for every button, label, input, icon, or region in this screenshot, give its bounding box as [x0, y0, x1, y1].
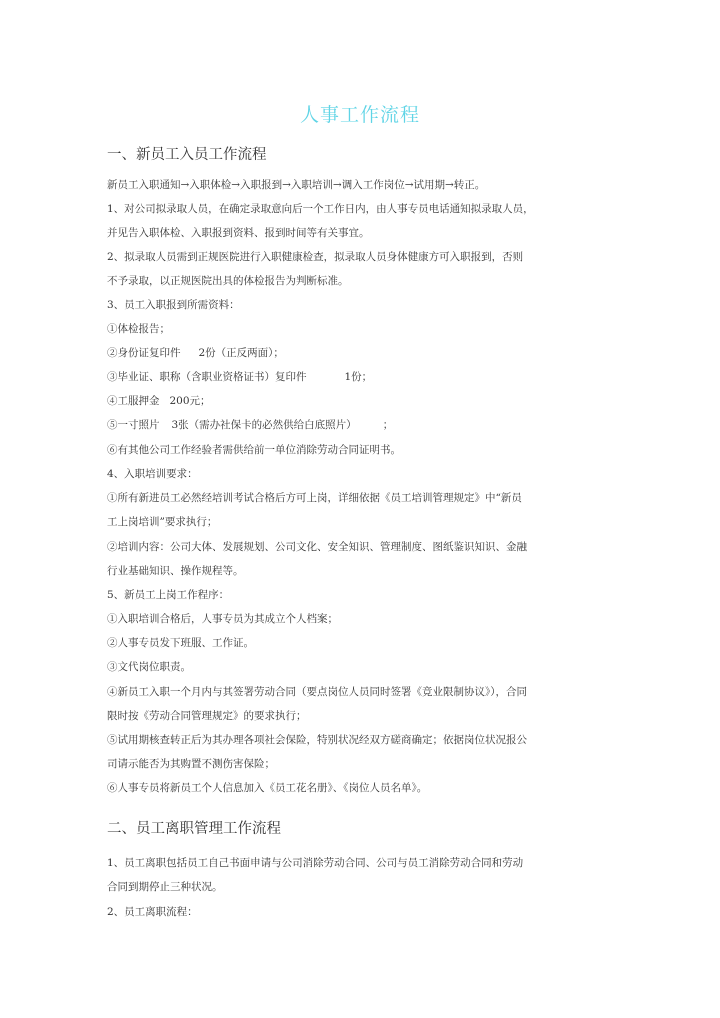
diploma-label: ③毕业证、职称（含职业资格证书）复印件: [107, 371, 307, 383]
paragraph-line: 1、对公司拟录取人员，在确定录取意向后一个工作日内，由人事专员电话通知拟录取人员，: [107, 203, 534, 215]
paragraph-line: 1、员工离职包括员工自己书面申请与公司消除劳动合同、公司与员工消除劳动合同和劳动: [107, 857, 524, 869]
deposit-line: [107, 394, 211, 408]
diploma-qty: 1份；: [344, 371, 373, 383]
photo-qty: 3张（需办社保卡的必然供给白底照片）: [171, 419, 357, 431]
paragraph-line: 新员工入职通知→入职体检→入职报到→入职培训→调入工作岗位→试用期→转正。: [107, 179, 486, 191]
paragraph-line: 工上岗培训”要求执行；: [107, 516, 218, 528]
paragraph-line: ⑤试用期核查转正后为其办理各项社会保险，特别状况经双方磋商确定；依据岗位状况报公: [107, 734, 527, 746]
paragraph-line: 并见告入职体检、入职报到资料、报到时间等有关事宜。: [107, 227, 370, 239]
paragraph-line: ③文代岗位职责。: [107, 661, 191, 673]
photo-label: ⑤一寸照片: [107, 419, 160, 431]
paragraph-line: ②人事专员发下班服、工作证。: [107, 637, 254, 649]
paragraph-line: 5、新员工上岗工作程序：: [107, 589, 230, 601]
document-title: 人事工作流程: [299, 104, 420, 126]
paragraph-line: 司请示能否为其购置不测伤害保险；: [107, 758, 275, 770]
paragraph-line: ④新员工入职一个月内与其签署劳动合同（要点岗位人员同时签署《竞业限制协议》），合同: [107, 686, 527, 698]
paragraph-line: 限时按《劳动合同管理规定》的要求执行；: [107, 710, 307, 722]
section-2-heading: 二、员工离职管理工作流程: [107, 821, 281, 837]
idcard-label: ②身份证复印件: [107, 347, 181, 359]
paragraph-line: 不予录取，以正规医院出具的体检报告为判断标准。: [107, 275, 349, 287]
paragraph-line: ⑥人事专员将新员工个人信息加入《员工花名册》、《岗位人员名单》。: [107, 782, 428, 794]
paragraph-line: 合同到期停止三种状况。: [107, 881, 223, 893]
paragraph-line: ①体检报告；: [107, 323, 170, 335]
idcard-qty: 2份（正反两面）；: [198, 347, 284, 359]
diploma-line: [107, 370, 372, 384]
paragraph-line: 行业基础知识、操作规程等。: [107, 565, 244, 577]
idcard-line: [107, 346, 284, 360]
photo-line: [107, 418, 393, 432]
paragraph-line: 2、拟录取人员需到正规医院进行入职健康检查，拟录取人员身体健康方可入职报到，否则: [107, 251, 524, 263]
paragraph-line: 2、员工离职流程：: [107, 906, 198, 918]
paragraph-line: ②培训内容：公司大体、发展规划、公司文化、安全知识、管理制度、图纸鉴识知识、金融: [107, 541, 527, 553]
section-1-heading: 一、新员工入员工作流程: [107, 147, 267, 163]
deposit-amount: 200元；: [169, 395, 211, 407]
paragraph-line: ①所有新进员工必然经培训考试合格后方可上岗，详细依据《员工培训管理规定》中“新员: [107, 492, 522, 504]
paragraph-line: 3、员工入职报到所需资料：: [107, 299, 240, 311]
paragraph-line: 4、入职培训要求：: [107, 468, 198, 480]
deposit-label: ④工服押金: [107, 395, 160, 407]
photo-end: ；: [382, 419, 394, 431]
paragraph-line: ①入职培训合格后，人事专员为其成立个人档案；: [107, 613, 338, 625]
paragraph-line: ⑥有其他公司工作经验者需供给前一单位消除劳动合同证明书。: [107, 444, 401, 456]
